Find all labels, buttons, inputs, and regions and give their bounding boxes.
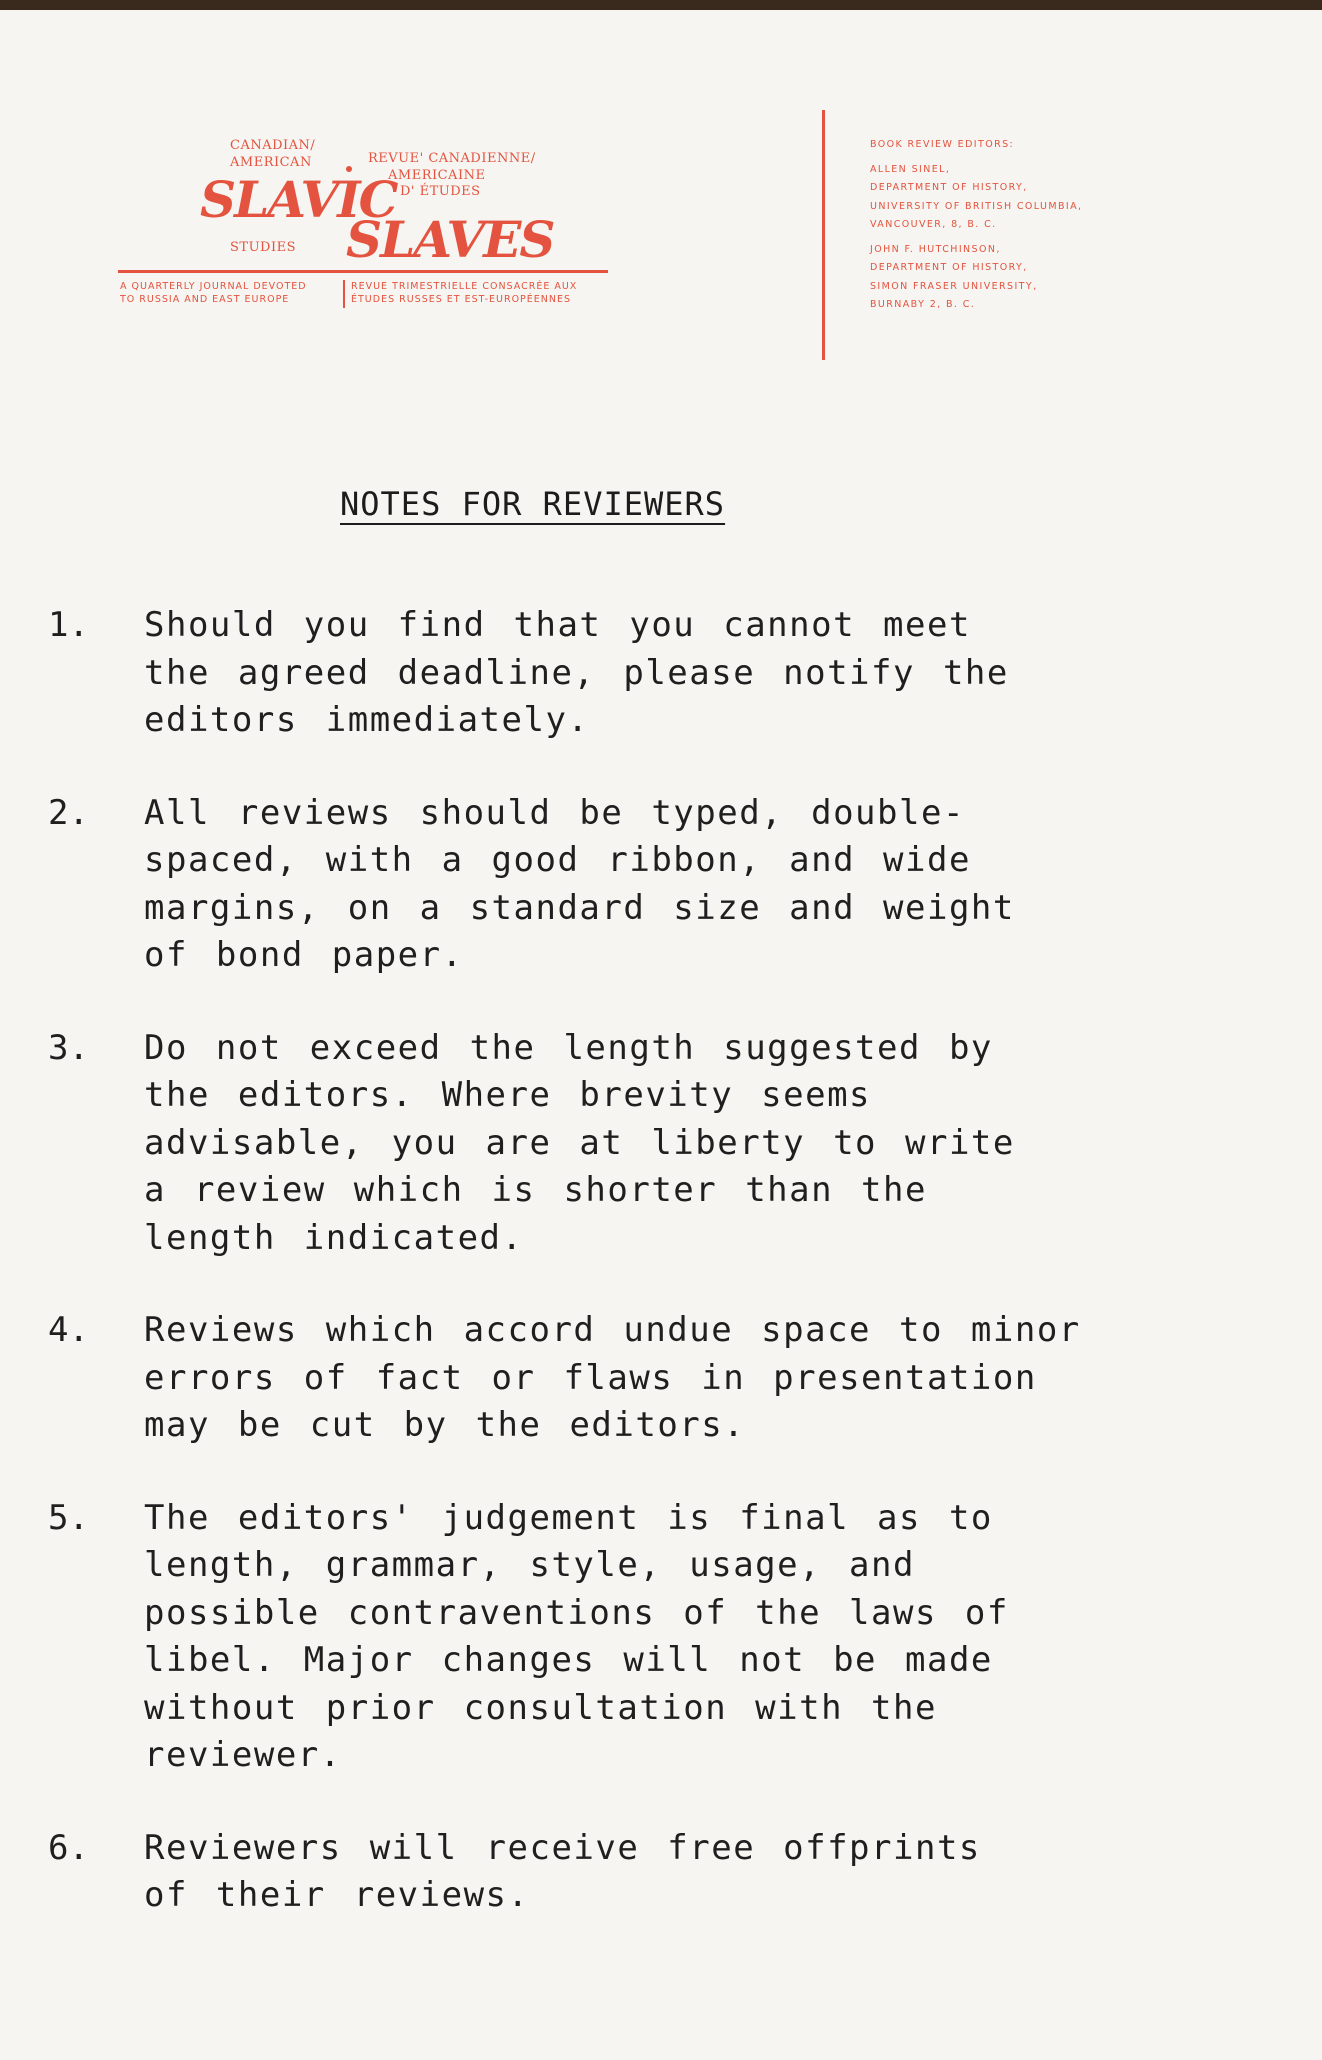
note-number: 5. <box>48 1497 89 1538</box>
list-item <box>48 1025 1288 1263</box>
logo-canadian-text: CANADIAN/ <box>230 138 316 153</box>
logo-revue-text: REVUE' CANADIENNE/ <box>368 151 536 166</box>
document-title: NOTES FOR REVIEWERS <box>340 485 726 523</box>
tagline-divider <box>343 280 345 308</box>
list-item <box>48 1825 1288 1920</box>
book-review-editors <box>870 136 1082 315</box>
logo-studies-text: STUDIES <box>230 240 296 255</box>
note-text: Should you find that you cannot meet the agreed deadline, please notify the editors immediately. <box>144 605 1009 740</box>
letterhead-divider <box>822 110 825 360</box>
editor-name: JOHN F. HUTCHINSON, <box>870 243 1001 255</box>
list-item <box>48 602 1288 745</box>
logo-slavic-word: SLAVIC <box>200 170 397 229</box>
logo-rule <box>118 270 608 273</box>
tagline-fr-line2: ÉTUDES RUSSES ET EST-EUROPÉENNES <box>351 294 572 305</box>
note-number: 1. <box>48 605 89 645</box>
note-number: 6. <box>48 1827 89 1868</box>
note-text: Do not exceed the length suggested by the editors. Where brevity seems advisable, you are at liberty to write a review which is shorter than the length indicated. <box>144 1027 1015 1258</box>
logo-americaine-text: AMERICAINE <box>388 168 486 183</box>
logo-detudes-text: D' ÉTUDES <box>400 184 481 199</box>
editor-address-line: VANCOUVER, 8, B. C. <box>870 219 997 230</box>
note-number: 4. <box>48 1310 89 1350</box>
editor-address-line: SIMON FRASER UNIVERSITY, <box>870 280 1038 292</box>
editor-address-line: DEPARTMENT OF HISTORY, <box>870 262 1028 273</box>
list-item <box>48 1307 1288 1450</box>
note-number: 3. <box>48 1027 89 1068</box>
note-text: Reviews which accord undue space to minor errors of fact or flaws in presentation may be cut by the editors. <box>144 1310 1081 1445</box>
editor-address-line: DEPARTMENT OF HISTORY, <box>870 182 1028 193</box>
document-page <box>0 10 1322 2060</box>
tagline-fr-line1: REVUE TRIMESTRIELLE CONSACRÉE AUX <box>351 281 578 292</box>
logo-slaves-word: SLAVES <box>346 210 554 269</box>
list-item <box>48 790 1288 980</box>
tagline-en-line1: A QUARTERLY JOURNAL DEVOTED <box>120 281 307 292</box>
editor-address-line: BURNABY 2, B. C. <box>870 299 976 310</box>
note-text: All reviews should be typed, double- spaced, with a good ribbon, and wide margins, on a standard size and weight of bond paper. <box>144 792 1015 975</box>
list-item <box>48 1495 1288 1780</box>
journal-logo <box>118 130 618 320</box>
note-text: The editors' judgement is final as to length, grammar, style, usage, and possible contraventions of the laws of libel. Major changes will not be made without prior consultation with the reviewer. <box>144 1497 1009 1775</box>
tagline-en-line2: TO RUSSIA AND EAST EUROPE <box>120 294 290 305</box>
logo-american-text: AMERICAN <box>230 155 312 170</box>
note-number: 2. <box>48 792 89 833</box>
book-review-heading: BOOK REVIEW EDITORS: <box>870 139 1015 150</box>
editor-name: ALLEN SINEL, <box>870 163 951 175</box>
editor-address-line: UNIVERSITY OF BRITISH COLUMBIA, <box>870 200 1083 212</box>
note-text: Reviewers will receive free offprints of their reviews. <box>144 1827 981 1915</box>
notes-list <box>48 602 1288 1965</box>
